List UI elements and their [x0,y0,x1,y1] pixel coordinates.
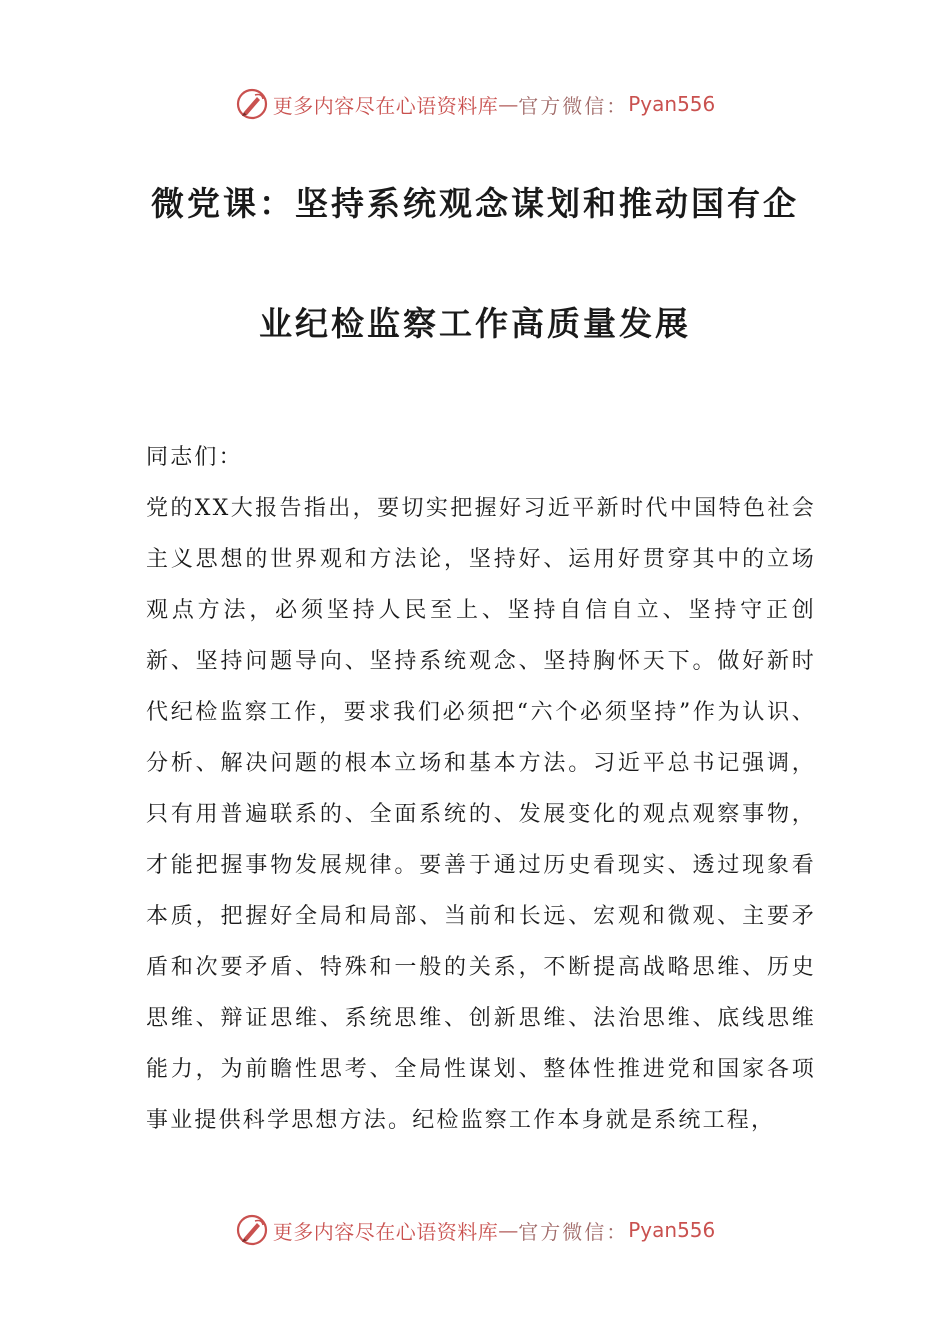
footer-watermark-banner [0,1210,950,1250]
banner-text: 更多内容尽在心语资料库 [272,93,499,118]
pen-logo-icon [235,87,269,121]
banner-separator: — [498,1218,519,1242]
salutation: 同志们： [146,445,243,470]
document-title-line-2: 业纪检监察工作高质量发展 [259,304,691,343]
pen-logo-icon [235,1213,269,1247]
banner-label: 官方微信： [518,1219,629,1244]
header-watermark-banner [0,84,950,124]
banner-text: 更多内容尽在心语资料库 [272,1219,499,1244]
banner-wechat-id: Pyan556 [628,92,716,116]
body-paragraph: 党的XX大报告指出，要切实把握好习近平新时代中国特色社会主义思想的世界观和方法论，坚持好、运用好贯穿其中的立场观点方法，必须坚持人民至上、坚持自信自立、坚持守正创新、坚持问题导向、坚持系统观念、坚持胸怀天下。做好新时代纪检监察工作，要求我们必须把“六个必须坚持”作为认识、分析、解决问题的根本立场和基本方法。习近平总书记强调，只有用普遍联系的、全面系统的、发展变化的观点观察事物，才能把握事物发展规律。要善于通过历史看现实、透过现象看本质，把握好全局和局部、当前和长远、宏观和微观、主要矛盾和次要矛盾、特殊和一般的关系，不断提高战略思维、历史思维、辩证思维、系统思维、创新思维、法治思维、底线思维能力，为前瞻性思考、全局性谋划、整体性推进党和国家各项事业提供科学思想方法。纪检监察工作本身就是系统工程， [146,496,816,1133]
banner-label: 官方微信： [518,93,629,118]
banner-wechat-id: Pyan556 [628,1218,716,1242]
banner-separator: — [498,92,519,116]
document-title-line-1: 微党课：坚持系统观念谋划和推动国有企 [151,184,799,223]
document-body [146,432,816,1146]
